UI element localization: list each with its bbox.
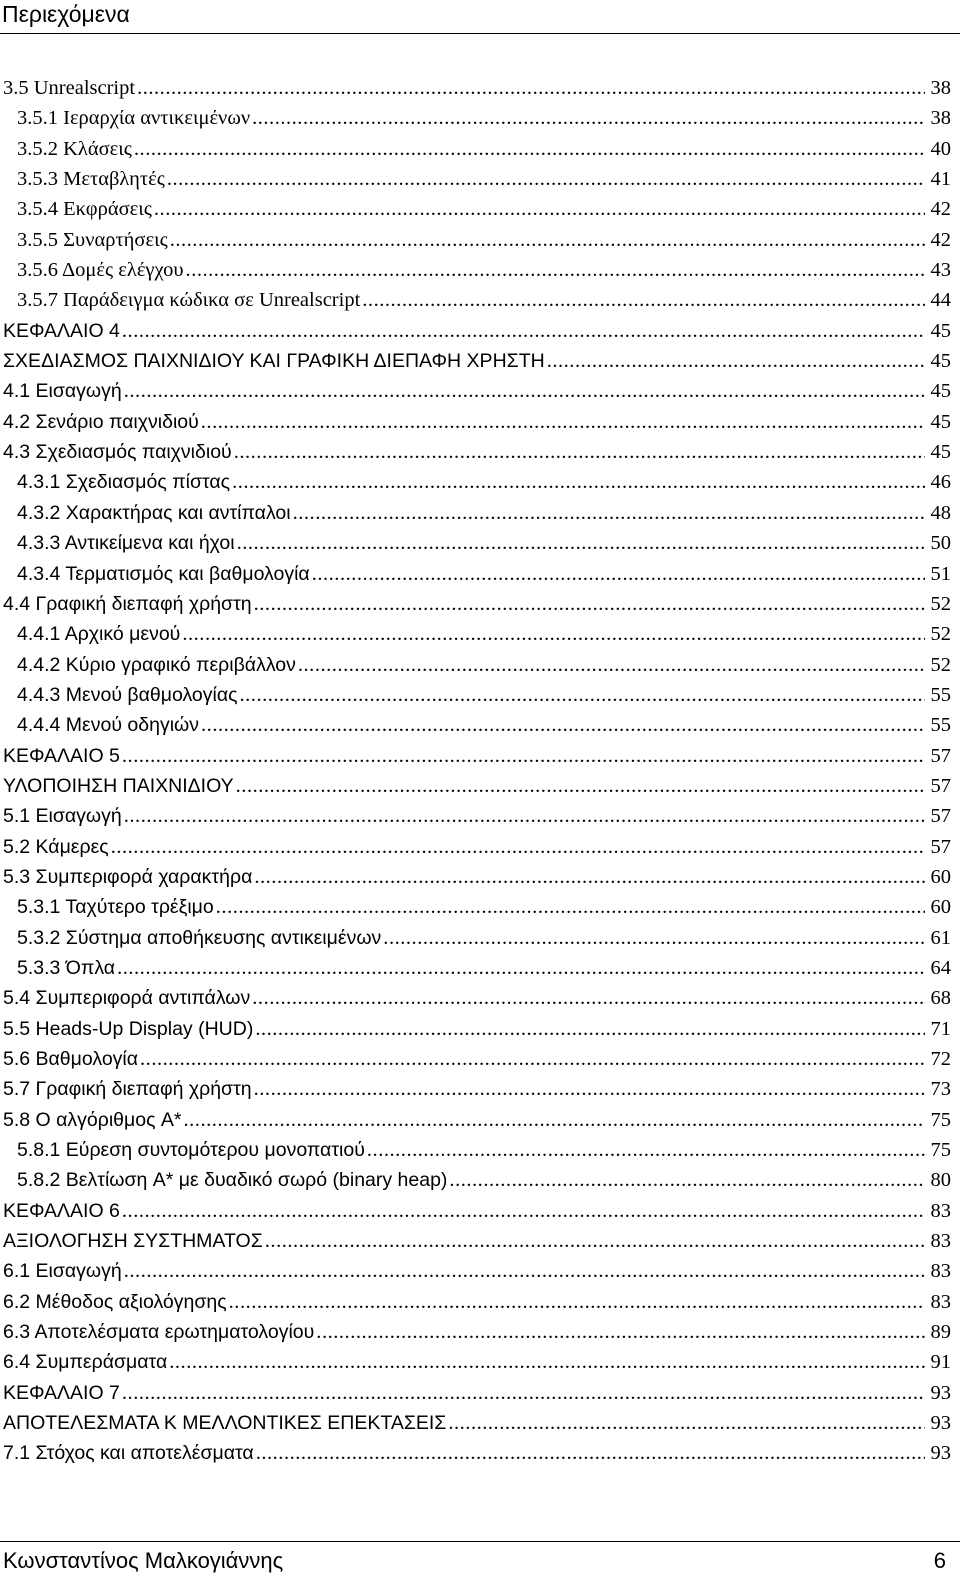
toc-entry[interactable] bbox=[3, 164, 951, 194]
toc-entry-page: 40 bbox=[930, 137, 951, 160]
toc-entry-page: 41 bbox=[930, 168, 951, 191]
toc-entry[interactable] bbox=[3, 619, 951, 649]
toc-entry-title: 3.5.2 Κλάσεις bbox=[17, 137, 132, 160]
toc-dot-leader bbox=[254, 862, 924, 892]
toc-dot-leader bbox=[237, 528, 925, 558]
toc-entry-page: 83 bbox=[930, 1290, 951, 1313]
toc-entry[interactable] bbox=[3, 559, 951, 589]
toc-entry-page: 52 bbox=[930, 592, 951, 615]
toc-entry-title: 5.6 Βαθμολογία bbox=[3, 1048, 139, 1070]
page-title: Περιεχόμενα bbox=[2, 1, 130, 27]
toc-entry-page: 64 bbox=[930, 956, 951, 979]
toc-entry-title: 4.4.2 Κύριο γραφικό περιβάλλον bbox=[17, 653, 296, 676]
toc-entry-page: 68 bbox=[930, 987, 951, 1010]
toc-entry-title: 6.4 Συμπεράσματα bbox=[3, 1351, 168, 1374]
toc-entry-page: 60 bbox=[930, 896, 951, 919]
toc-entry-page: 73 bbox=[930, 1078, 951, 1101]
table-of-contents bbox=[3, 73, 951, 1469]
toc-entry-page: 43 bbox=[930, 259, 951, 282]
footer-rule bbox=[0, 1541, 960, 1542]
page-header bbox=[0, 0, 960, 36]
toc-dot-leader bbox=[449, 1165, 924, 1195]
toc-entry-page: 89 bbox=[930, 1321, 951, 1344]
toc-entry-page: 46 bbox=[930, 471, 951, 494]
toc-entry[interactable] bbox=[3, 376, 951, 406]
toc-entry-title: 6.1 Εισαγωγή bbox=[3, 1260, 122, 1283]
toc-entry[interactable] bbox=[3, 285, 951, 315]
toc-dot-leader bbox=[140, 1044, 924, 1074]
toc-entry-page: 83 bbox=[930, 1199, 951, 1222]
toc-dot-leader bbox=[252, 983, 924, 1013]
toc-entry[interactable] bbox=[3, 1347, 951, 1377]
footer-author: Κωνσταντίνος Μαλκογιάννης bbox=[3, 1548, 284, 1573]
toc-entry[interactable] bbox=[3, 1408, 951, 1438]
toc-entry-page: 45 bbox=[930, 319, 951, 342]
toc-entry[interactable] bbox=[3, 103, 951, 133]
toc-entry[interactable] bbox=[3, 1438, 951, 1468]
toc-entry[interactable] bbox=[3, 73, 951, 103]
toc-dot-leader bbox=[298, 650, 925, 680]
footer-page-number: 6 bbox=[933, 1548, 946, 1573]
toc-entry[interactable] bbox=[3, 710, 951, 740]
toc-entry-title: 4.1 Εισαγωγή bbox=[3, 380, 122, 403]
toc-entry[interactable] bbox=[3, 832, 951, 862]
toc-dot-leader bbox=[265, 1226, 925, 1256]
toc-entry-page: 45 bbox=[930, 441, 951, 464]
toc-dot-leader bbox=[255, 1014, 924, 1044]
toc-entry[interactable] bbox=[3, 680, 951, 710]
toc-dot-leader bbox=[293, 498, 925, 528]
toc-entry-page: 93 bbox=[930, 1381, 951, 1404]
toc-entry-title: 5.1 Εισαγωγή bbox=[3, 805, 122, 828]
toc-entry-page: 71 bbox=[930, 1017, 951, 1040]
toc-dot-leader bbox=[182, 619, 924, 649]
toc-dot-leader bbox=[312, 559, 925, 589]
toc-dot-leader bbox=[201, 407, 925, 437]
toc-entry[interactable] bbox=[3, 862, 951, 892]
toc-dot-leader bbox=[383, 923, 924, 953]
toc-entry-title: 5.3.3 Όπλα bbox=[17, 956, 116, 979]
toc-entry-page: 80 bbox=[930, 1169, 951, 1192]
toc-dot-leader bbox=[124, 376, 925, 406]
toc-entry[interactable] bbox=[3, 589, 951, 619]
toc-entry-page: 57 bbox=[930, 835, 951, 858]
toc-entry-page: 93 bbox=[930, 1442, 951, 1465]
toc-entry[interactable] bbox=[3, 1014, 951, 1044]
toc-entry-page: 57 bbox=[930, 774, 951, 797]
toc-dot-leader bbox=[252, 103, 924, 133]
toc-dot-leader bbox=[316, 1317, 924, 1347]
toc-dot-leader bbox=[256, 1438, 925, 1468]
toc-dot-leader bbox=[122, 1196, 925, 1226]
toc-entry[interactable] bbox=[3, 316, 951, 346]
toc-entry[interactable] bbox=[3, 1226, 951, 1256]
toc-entry[interactable] bbox=[3, 255, 951, 285]
toc-entry[interactable] bbox=[3, 498, 951, 528]
toc-entry-page: 50 bbox=[930, 532, 951, 555]
toc-entry[interactable] bbox=[3, 1044, 951, 1074]
toc-entry-page: 61 bbox=[930, 926, 951, 949]
toc-entry-page: 75 bbox=[930, 1108, 951, 1131]
toc-dot-leader bbox=[201, 710, 924, 740]
toc-entry-page: 42 bbox=[930, 228, 951, 251]
toc-entry[interactable] bbox=[3, 407, 951, 437]
toc-entry-page: 45 bbox=[930, 410, 951, 433]
toc-entry-title: 4.3.2 Χαρακτήρας και αντίπαλοι bbox=[17, 501, 291, 524]
toc-dot-leader bbox=[240, 680, 925, 710]
toc-entry-page: 93 bbox=[930, 1412, 951, 1435]
toc-entry-page: 57 bbox=[930, 744, 951, 767]
toc-entry-title: 4.3 Σχεδιασμός παιχνιδιού bbox=[3, 441, 232, 464]
toc-entry-title: 5.5 Heads-Up Display (HUD) bbox=[3, 1017, 254, 1040]
toc-entry-page: 72 bbox=[930, 1048, 951, 1070]
toc-entry[interactable] bbox=[3, 528, 951, 558]
toc-entry-title: ΑΞΙΟΛΟΓΗΣΗ ΣΥΣΤΗΜΑΤΟΣ bbox=[3, 1230, 263, 1253]
toc-entry-page: 83 bbox=[930, 1260, 951, 1283]
toc-entry-title: 3.5.4 Εκφράσεις bbox=[17, 198, 152, 221]
toc-entry-title: 3.5.7 Παράδειγμα κώδικα σε Unrealscript bbox=[17, 289, 361, 312]
toc-entry-page: 48 bbox=[930, 501, 951, 524]
toc-entry-title: 6.3 Αποτελέσματα ερωτηματολογίου bbox=[3, 1321, 315, 1344]
toc-entry-page: 55 bbox=[930, 714, 951, 737]
toc-dot-leader bbox=[124, 801, 925, 831]
toc-entry-page: 75 bbox=[930, 1139, 951, 1162]
toc-entry-page: 57 bbox=[930, 805, 951, 828]
toc-entry-title: 4.4.1 Αρχικό μενού bbox=[17, 623, 181, 646]
toc-entry[interactable] bbox=[3, 134, 951, 164]
toc-dot-leader bbox=[236, 771, 925, 801]
toc-entry-page: 55 bbox=[930, 683, 951, 706]
toc-dot-leader bbox=[111, 832, 925, 862]
toc-entry[interactable] bbox=[3, 437, 951, 467]
toc-dot-leader bbox=[122, 1378, 925, 1408]
header-rule bbox=[0, 33, 960, 34]
toc-entry-title: 3.5.1 Ιεραρχία αντικειμένων bbox=[17, 107, 251, 130]
toc-entry-title: ΚΕΦΑΛΑΙΟ 6 bbox=[3, 1199, 120, 1222]
toc-entry-page: 60 bbox=[930, 865, 951, 888]
toc-entry-title: ΥΛΟΠΟΙΗΣΗ ΠΑΙΧΝΙΔΙΟΥ bbox=[3, 774, 234, 797]
toc-entry[interactable] bbox=[3, 1074, 951, 1104]
toc-dot-leader bbox=[547, 346, 925, 376]
toc-entry-title: 4.4.3 Μενού βαθμολογίας bbox=[17, 683, 238, 706]
toc-entry[interactable] bbox=[3, 771, 951, 801]
toc-dot-leader bbox=[448, 1408, 924, 1438]
page-footer bbox=[0, 1544, 960, 1580]
toc-dot-leader bbox=[154, 194, 925, 224]
toc-entry-title: 5.7 Γραφική διεπαφή χρήστη bbox=[3, 1078, 252, 1101]
toc-dot-leader bbox=[122, 316, 925, 346]
toc-dot-leader bbox=[254, 589, 925, 619]
toc-entry-page: 52 bbox=[930, 623, 951, 646]
toc-entry-title: 5.4 Συμπεριφορά αντιπάλων bbox=[3, 987, 251, 1010]
toc-dot-leader bbox=[167, 164, 925, 194]
toc-entry-title: 4.4 Γραφική διεπαφή χρήστη bbox=[3, 592, 252, 615]
toc-entry-page: 51 bbox=[930, 562, 951, 585]
toc-entry[interactable] bbox=[3, 983, 951, 1013]
toc-entry[interactable] bbox=[3, 225, 951, 255]
toc-dot-leader bbox=[124, 1256, 925, 1286]
toc-entry-title: 5.3.1 Ταχύτερο τρέξιμο bbox=[17, 896, 214, 919]
toc-dot-leader bbox=[229, 1287, 925, 1317]
toc-entry-title: 3.5 Unrealscript bbox=[3, 77, 136, 99]
toc-entry-title: 4.3.1 Σχεδιασμός πίστας bbox=[17, 471, 231, 494]
toc-dot-leader bbox=[186, 255, 925, 285]
toc-entry-title: ΚΕΦΑΛΑΙΟ 7 bbox=[3, 1381, 120, 1404]
toc-dot-leader bbox=[216, 892, 925, 922]
toc-entry-page: 45 bbox=[930, 350, 951, 373]
toc-entry-title: 3.5.6 Δομές ελέγχου bbox=[17, 259, 184, 282]
toc-dot-leader bbox=[232, 467, 924, 497]
toc-entry-page: 44 bbox=[930, 289, 951, 312]
toc-entry-title: 6.2 Μέθοδος αξιολόγησης bbox=[3, 1290, 227, 1313]
toc-entry-title: 4.3.3 Αντικείμενα και ήχοι bbox=[17, 532, 235, 555]
toc-entry-title: 5.8.2 Βελτίωση A* με δυαδικό σωρό (binary heap) bbox=[17, 1169, 448, 1192]
toc-entry[interactable] bbox=[3, 467, 951, 497]
toc-entry-title: 5.3.2 Σύστημα αποθήκευσης αντικειμένων bbox=[17, 926, 382, 949]
toc-entry[interactable] bbox=[3, 1317, 951, 1347]
toc-entry[interactable] bbox=[3, 1105, 951, 1135]
toc-entry[interactable] bbox=[3, 346, 951, 376]
toc-dot-leader bbox=[137, 73, 924, 103]
toc-entry-title: 7.1 Στόχος και αποτελέσματα bbox=[3, 1442, 254, 1465]
toc-dot-leader bbox=[170, 225, 925, 255]
toc-entry-page: 38 bbox=[930, 107, 951, 130]
toc-entry[interactable] bbox=[3, 953, 951, 983]
toc-entry[interactable] bbox=[3, 650, 951, 680]
toc-entry-page: 42 bbox=[930, 198, 951, 221]
toc-dot-leader bbox=[184, 1105, 925, 1135]
toc-entry-title: ΣΧΕΔΙΑΣΜΟΣ ΠΑΙΧΝΙΔΙΟΥ ΚΑΙ ΓΡΑΦΙΚΗ ΔΙΕΠΑΦΗ ΧΡΗΣΤΗ bbox=[3, 350, 545, 373]
toc-entry[interactable] bbox=[3, 1135, 951, 1165]
toc-entry-page: 91 bbox=[930, 1351, 951, 1374]
toc-entry-page: 52 bbox=[930, 653, 951, 676]
toc-entry-title: 5.8.1 Εύρεση συντομότερου μονοπατιού bbox=[17, 1139, 365, 1162]
toc-dot-leader bbox=[134, 134, 925, 164]
toc-entry-title: 5.3 Συμπεριφορά χαρακτήρα bbox=[3, 865, 253, 888]
toc-entry[interactable] bbox=[3, 923, 951, 953]
toc-entry[interactable] bbox=[3, 1378, 951, 1408]
toc-entry[interactable] bbox=[3, 892, 951, 922]
toc-dot-leader bbox=[169, 1347, 924, 1377]
toc-entry[interactable] bbox=[3, 1165, 951, 1195]
toc-dot-leader bbox=[117, 953, 924, 983]
toc-entry-title: 4.3.4 Τερματισμός και βαθμολογία bbox=[17, 562, 310, 585]
toc-entry[interactable] bbox=[3, 741, 951, 771]
toc-entry-page: 45 bbox=[930, 380, 951, 403]
toc-dot-leader bbox=[122, 741, 925, 771]
toc-dot-leader bbox=[367, 1135, 925, 1165]
toc-dot-leader bbox=[362, 285, 924, 315]
toc-entry-title: 4.4.4 Μενού οδηγιών bbox=[17, 714, 200, 737]
toc-entry-title: ΚΕΦΑΛΑΙΟ 5 bbox=[3, 744, 120, 767]
toc-dot-leader bbox=[234, 437, 925, 467]
toc-entry[interactable] bbox=[3, 1256, 951, 1286]
toc-entry[interactable] bbox=[3, 194, 951, 224]
toc-entry-title: 5.2 Κάμερες bbox=[3, 835, 109, 858]
toc-entry-title: 3.5.5 Συναρτήσεις bbox=[17, 228, 168, 251]
toc-dot-leader bbox=[254, 1074, 925, 1104]
toc-entry-title: 4.2 Σενάριο παιχνιδιού bbox=[3, 410, 199, 433]
toc-entry[interactable] bbox=[3, 1196, 951, 1226]
toc-entry-page: 83 bbox=[930, 1230, 951, 1253]
toc-entry[interactable] bbox=[3, 801, 951, 831]
toc-entry-page: 38 bbox=[930, 77, 951, 99]
toc-entry[interactable] bbox=[3, 1287, 951, 1317]
toc-entry-title: ΚΕΦΑΛΑΙΟ 4 bbox=[3, 319, 120, 342]
toc-entry-title: ΑΠΟΤΕΛΕΣΜΑΤΑ Κ ΜΕΛΛΟΝΤΙΚΕΣ ΕΠΕΚΤΑΣΕΙΣ bbox=[3, 1412, 447, 1435]
toc-entry-title: 3.5.3 Μεταβλητές bbox=[17, 168, 165, 191]
toc-entry-title: 5.8 Ο αλγόριθμος A* bbox=[3, 1108, 182, 1131]
